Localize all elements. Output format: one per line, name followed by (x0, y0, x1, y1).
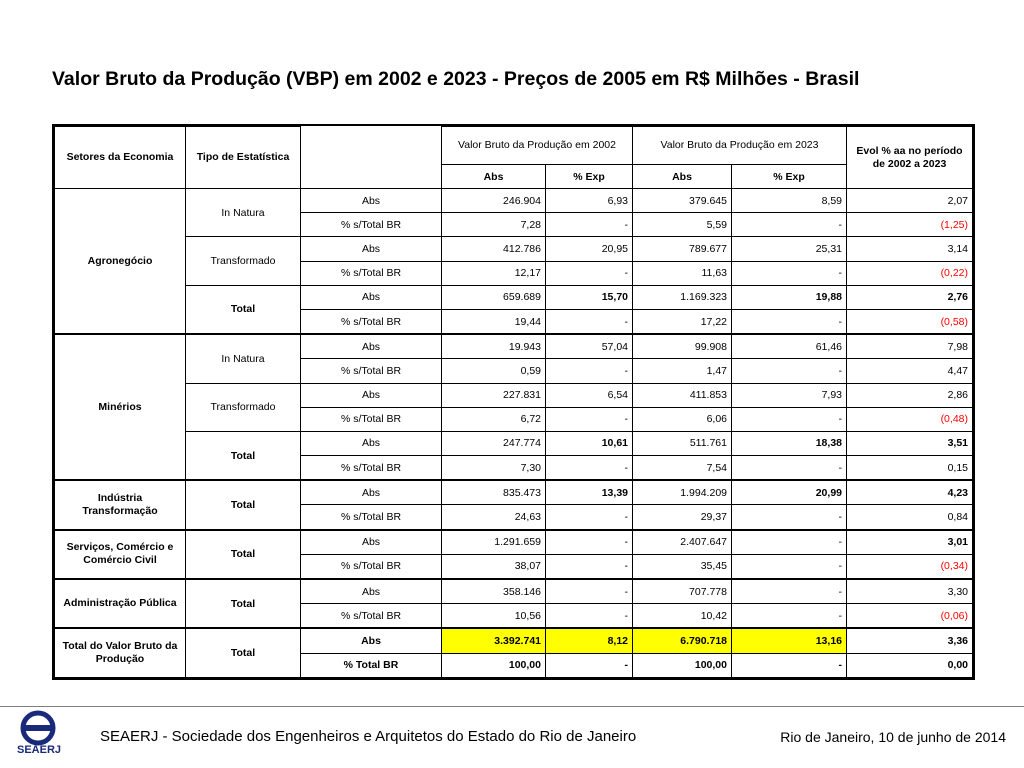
header-evol: Evol % aa no período de 2002 a 2023 (847, 127, 973, 189)
stat-cell: % s/Total BR (301, 261, 442, 285)
table-row (55, 189, 973, 213)
evol-cell: 0,15 (847, 456, 973, 481)
abs-2002-cell: 12,17 (442, 261, 546, 285)
abs-2002-cell: 7,30 (442, 456, 546, 481)
evol-cell: 0,84 (847, 505, 973, 530)
exp-2002-cell: - (546, 505, 633, 530)
abs-2023-cell: 100,00 (633, 653, 732, 677)
page-title: Valor Bruto da Produção (VBP) em 2002 e 2023 - Preços de 2005 em R$ Milhões - Brasil (52, 68, 860, 90)
abs-2023-cell: 29,37 (633, 505, 732, 530)
stat-cell: Abs (301, 628, 442, 653)
sector-cell-industria: Indústria Transformação (55, 480, 186, 529)
abs-2002-cell: 24,63 (442, 505, 546, 530)
stat-cell: Abs (301, 530, 442, 555)
exp-2023-cell: - (732, 505, 847, 530)
stat-cell: % s/Total BR (301, 359, 442, 383)
evol-cell: 7,98 (847, 334, 973, 359)
exp-2002-cell: 20,95 (546, 237, 633, 261)
exp-2002-cell: 10,61 (546, 431, 633, 455)
exp-2002-cell: 13,39 (546, 480, 633, 505)
evol-cell: (0,22) (847, 261, 973, 285)
exp-2002-cell: - (546, 579, 633, 604)
header-exp-2023: % Exp (732, 165, 847, 189)
evol-cell: 0,00 (847, 653, 973, 677)
sector-cell-admin: Administração Pública (55, 579, 186, 628)
abs-2002-cell: 246.904 (442, 189, 546, 213)
abs-2023-cell: 11,63 (633, 261, 732, 285)
evol-cell: 2,86 (847, 383, 973, 407)
exp-2002-cell: - (546, 456, 633, 481)
stat-cell: % s/Total BR (301, 213, 442, 237)
table-row (55, 285, 973, 309)
abs-2002-cell: 3.392.741 (442, 628, 546, 653)
exp-2023-cell: - (732, 653, 847, 677)
stat-cell: % Total BR (301, 653, 442, 677)
abs-2023-cell: 707.778 (633, 579, 732, 604)
exp-2002-cell: - (546, 309, 633, 334)
exp-2002-cell: - (546, 653, 633, 677)
vbp-table (52, 124, 975, 680)
abs-2023-cell: 6.790.718 (633, 628, 732, 653)
stat-cell: % s/Total BR (301, 456, 442, 481)
abs-2002-cell: 227.831 (442, 383, 546, 407)
subsector-cell-transformado: Transformado (186, 237, 301, 285)
table-row (55, 579, 973, 604)
evol-cell: (0,34) (847, 554, 973, 579)
footer-date: Rio de Janeiro, 10 de junho de 2014 (780, 729, 1006, 745)
exp-2002-cell: 6,93 (546, 189, 633, 213)
exp-2023-cell: 61,46 (732, 334, 847, 359)
sector-cell-servicos: Serviços, Comércio e Comércio Civil (55, 530, 186, 579)
evol-cell: (0,06) (847, 604, 973, 629)
exp-2023-cell: 25,31 (732, 237, 847, 261)
exp-2002-cell: 57,04 (546, 334, 633, 359)
sector-cell-agro: Agronegócio (55, 189, 186, 335)
table-row (55, 237, 973, 261)
stat-cell: Abs (301, 431, 442, 455)
abs-2023-cell: 99.908 (633, 334, 732, 359)
header-vbp-2023: Valor Bruto da Produção em 2023 (633, 127, 847, 165)
subsector-cell-total: Total (186, 480, 301, 529)
exp-2023-cell: - (732, 530, 847, 555)
sector-cell-total_vbp: Total do Valor Bruto da Produção (55, 628, 186, 677)
evol-cell: 2,07 (847, 189, 973, 213)
header-vbp-2002: Valor Bruto da Produção em 2002 (442, 127, 633, 165)
evol-cell: (1,25) (847, 213, 973, 237)
abs-2023-cell: 411.853 (633, 383, 732, 407)
abs-2002-cell: 38,07 (442, 554, 546, 579)
stat-cell: % s/Total BR (301, 554, 442, 579)
abs-2002-cell: 1.291.659 (442, 530, 546, 555)
logo-text: SEAERJ (16, 744, 62, 756)
evol-cell: (0,58) (847, 309, 973, 334)
exp-2023-cell: - (732, 579, 847, 604)
abs-2023-cell: 1,47 (633, 359, 732, 383)
exp-2002-cell: 8,12 (546, 628, 633, 653)
abs-2002-cell: 10,56 (442, 604, 546, 629)
abs-2023-cell: 6,06 (633, 407, 732, 431)
evol-cell: 3,30 (847, 579, 973, 604)
subsector-cell-transformado: Transformado (186, 383, 301, 431)
exp-2023-cell: 18,38 (732, 431, 847, 455)
subsector-cell-total: Total (186, 579, 301, 628)
abs-2002-cell: 659.689 (442, 285, 546, 309)
stat-cell: Abs (301, 189, 442, 213)
table-row (55, 383, 973, 407)
exp-2002-cell: 6,54 (546, 383, 633, 407)
stat-cell: % s/Total BR (301, 604, 442, 629)
exp-2002-cell: - (546, 604, 633, 629)
abs-2002-cell: 358.146 (442, 579, 546, 604)
exp-2023-cell: - (732, 261, 847, 285)
evol-cell: 3,36 (847, 628, 973, 653)
exp-2002-cell: - (546, 407, 633, 431)
stat-cell: % s/Total BR (301, 309, 442, 334)
exp-2002-cell: 15,70 (546, 285, 633, 309)
vbp-table-grid (54, 126, 973, 678)
exp-2023-cell: - (732, 213, 847, 237)
evol-cell: 3,01 (847, 530, 973, 555)
header-exp-2002: % Exp (546, 165, 633, 189)
abs-2002-cell: 7,28 (442, 213, 546, 237)
subsector-cell-total: Total (186, 285, 301, 334)
subsector-cell-in_natura: In Natura (186, 334, 301, 383)
footer-divider (0, 706, 1024, 707)
abs-2002-cell: 19.943 (442, 334, 546, 359)
subsector-cell-total: Total (186, 431, 301, 480)
stat-cell: Abs (301, 480, 442, 505)
abs-2023-cell: 7,54 (633, 456, 732, 481)
sector-cell-minerios: Minérios (55, 334, 186, 480)
exp-2023-cell: - (732, 554, 847, 579)
abs-2023-cell: 379.645 (633, 189, 732, 213)
table-row (55, 628, 973, 653)
exp-2023-cell: - (732, 604, 847, 629)
footer-organization: SEAERJ - Sociedade dos Engenheiros e Arquitetos do Estado do Rio de Janeiro (100, 728, 637, 745)
stat-cell: Abs (301, 579, 442, 604)
abs-2023-cell: 10,42 (633, 604, 732, 629)
abs-2023-cell: 17,22 (633, 309, 732, 334)
stat-cell: Abs (301, 237, 442, 261)
subsector-cell-in_natura: In Natura (186, 189, 301, 237)
exp-2002-cell: - (546, 530, 633, 555)
evol-cell: 3,14 (847, 237, 973, 261)
exp-2002-cell: - (546, 261, 633, 285)
stat-cell: Abs (301, 285, 442, 309)
exp-2023-cell: 7,93 (732, 383, 847, 407)
abs-2002-cell: 100,00 (442, 653, 546, 677)
exp-2023-cell: 13,16 (732, 628, 847, 653)
stat-cell: Abs (301, 334, 442, 359)
abs-2023-cell: 1.994.209 (633, 480, 732, 505)
abs-2023-cell: 1.169.323 (633, 285, 732, 309)
exp-2023-cell: 8,59 (732, 189, 847, 213)
table-row (55, 431, 973, 455)
evol-cell: 4,23 (847, 480, 973, 505)
exp-2002-cell: - (546, 554, 633, 579)
exp-2002-cell: - (546, 213, 633, 237)
abs-2002-cell: 412.786 (442, 237, 546, 261)
evol-cell: (0,48) (847, 407, 973, 431)
subsector-cell-total: Total (186, 530, 301, 579)
evol-cell: 3,51 (847, 431, 973, 455)
evol-cell: 4,47 (847, 359, 973, 383)
exp-2023-cell: - (732, 407, 847, 431)
abs-2023-cell: 511.761 (633, 431, 732, 455)
abs-2002-cell: 19,44 (442, 309, 546, 334)
header-abs-2002: Abs (442, 165, 546, 189)
abs-2023-cell: 5,59 (633, 213, 732, 237)
stat-cell: % s/Total BR (301, 407, 442, 431)
stat-cell: Abs (301, 383, 442, 407)
exp-2023-cell: - (732, 456, 847, 481)
exp-2023-cell: 19,88 (732, 285, 847, 309)
stat-cell: % s/Total BR (301, 505, 442, 530)
abs-2002-cell: 835.473 (442, 480, 546, 505)
exp-2023-cell: 20,99 (732, 480, 847, 505)
exp-2023-cell: - (732, 359, 847, 383)
table-row (55, 530, 973, 555)
header-tipo: Tipo de Estatística (186, 127, 301, 189)
abs-2002-cell: 6,72 (442, 407, 546, 431)
abs-2023-cell: 35,45 (633, 554, 732, 579)
abs-2002-cell: 247.774 (442, 431, 546, 455)
subsector-cell-total: Total (186, 628, 301, 677)
evol-cell: 2,76 (847, 285, 973, 309)
abs-2023-cell: 2.407.647 (633, 530, 732, 555)
abs-2002-cell: 0,59 (442, 359, 546, 383)
table-body (55, 189, 973, 678)
header-abs-2023: Abs (633, 165, 732, 189)
exp-2002-cell: - (546, 359, 633, 383)
abs-2023-cell: 789.677 (633, 237, 732, 261)
exp-2023-cell: - (732, 309, 847, 334)
table-row (55, 334, 973, 359)
table-row (55, 480, 973, 505)
header-setores: Setores da Economia (55, 127, 186, 189)
